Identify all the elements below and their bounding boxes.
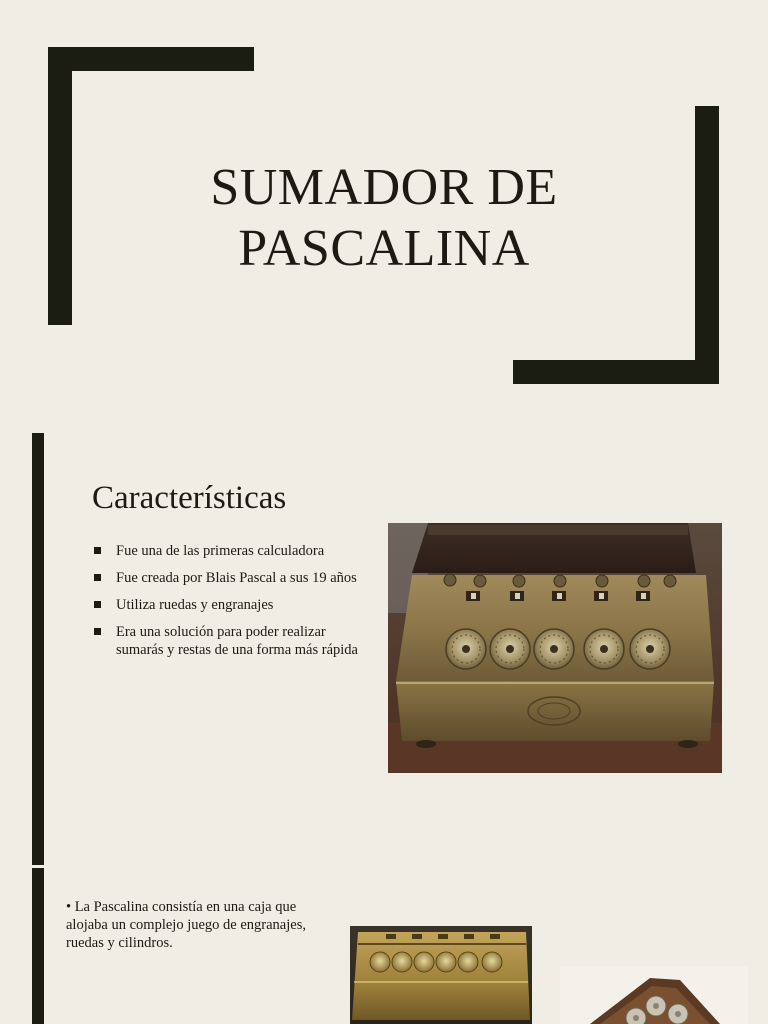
pascaline-mechanism-photo (560, 966, 748, 1024)
left-accent-bar (32, 433, 44, 865)
section-heading: Características (92, 480, 287, 516)
pascaline-illustration (388, 523, 722, 773)
pascaline-photo (388, 523, 722, 773)
description-paragraph: • La Pascalina consistía en una caja que alojaba un complejo juego de engranajes, ruedas y cilindros. (66, 899, 306, 951)
mechanism-illustration (560, 966, 748, 1024)
page-title-line-2: PASCALINA (238, 220, 530, 277)
list-item: Era una solución para poder realizar sumarás y restas de una forma más rápida (92, 623, 362, 659)
list-item: Utiliza ruedas y engranajes (92, 596, 362, 614)
list-item: Fue creada por Blais Pascal a sus 19 años (92, 569, 362, 587)
brass-pascaline-illustration (350, 926, 532, 1024)
list-item: Fue una de las primeras calculadora (92, 542, 362, 560)
frame-top-left-horizontal (48, 47, 254, 71)
left-accent-bar-lower (32, 868, 44, 1024)
page-title-line-1: SUMADOR DE (210, 159, 558, 216)
pascaline-brass-photo (350, 926, 532, 1024)
characteristics-list (92, 542, 362, 668)
frame-bottom-right-horizontal (513, 360, 719, 384)
